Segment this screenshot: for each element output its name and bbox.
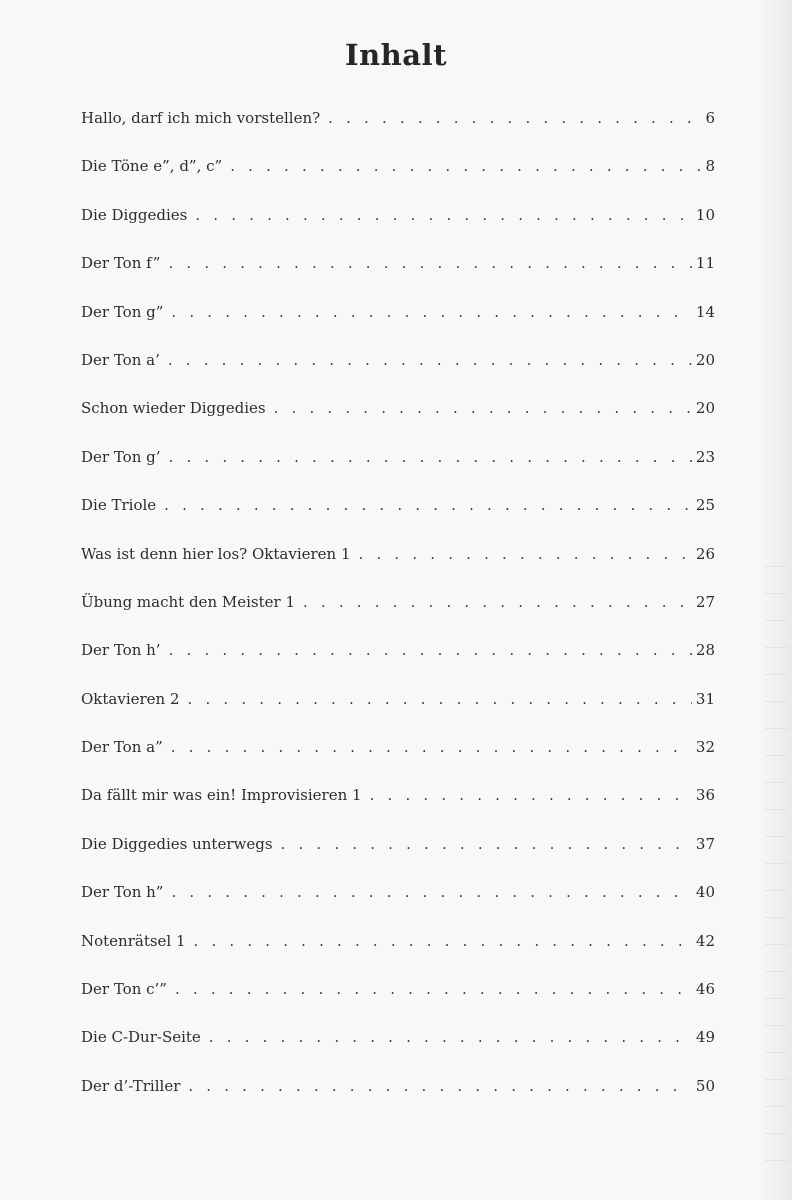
toc-entry-page: 10	[695, 205, 715, 224]
toc-entry-page: 20	[695, 399, 715, 418]
dot-leader	[171, 735, 692, 759]
toc-entry	[81, 783, 715, 831]
toc-entry-page: 49	[695, 1028, 715, 1047]
page-title: Inhalt	[345, 38, 447, 72]
toc-entry-page: 23	[695, 447, 715, 466]
toc-entry-page: 26	[695, 544, 715, 563]
toc-entry-page: 28	[695, 641, 715, 660]
dot-leader	[164, 493, 692, 517]
toc-entry	[81, 300, 715, 348]
toc-entry	[81, 1074, 715, 1122]
table-of-contents	[81, 106, 715, 1122]
toc-entry-title: Da fällt mir was ein! Improvisieren 1	[81, 786, 362, 805]
toc-entry-page: 42	[695, 931, 715, 950]
toc-entry-title: Der Ton a’	[81, 350, 160, 369]
toc-entry-title: Die Diggedies unterwegs	[81, 834, 273, 853]
toc-entry	[81, 638, 715, 686]
toc-entry-page: 11	[695, 254, 715, 273]
bleed-through-shadow	[752, 540, 792, 1180]
dot-leader	[188, 1074, 692, 1098]
dot-leader	[195, 203, 692, 227]
toc-entry-page: 40	[695, 883, 715, 902]
toc-entry-title: Übung macht den Meister 1	[81, 592, 295, 611]
dot-leader	[328, 106, 701, 130]
toc-entry	[81, 445, 715, 493]
toc-entry-page: 37	[695, 834, 715, 853]
toc-entry	[81, 251, 715, 299]
toc-entry-title: Der Ton f”	[81, 254, 161, 273]
toc-entry-page: 31	[695, 689, 715, 708]
toc-entry-title: Der Ton c’”	[81, 980, 167, 999]
toc-entry	[81, 203, 715, 251]
dot-leader	[359, 542, 692, 566]
toc-entry-title: Der Ton a”	[81, 738, 163, 757]
dot-leader	[169, 638, 692, 662]
dot-leader	[303, 590, 692, 614]
toc-entry-page: 46	[695, 980, 715, 999]
dot-leader	[168, 348, 692, 372]
dot-leader	[194, 929, 692, 953]
dot-leader	[209, 1025, 692, 1049]
toc-entry-page: 36	[695, 786, 715, 805]
toc-entry	[81, 106, 715, 154]
toc-entry-title: Der d’-Triller	[81, 1076, 181, 1095]
toc-entry-page: 14	[695, 302, 715, 321]
toc-entry-title: Die Töne e”, d”, c”	[81, 157, 223, 176]
toc-entry	[81, 542, 715, 590]
toc-entry	[81, 977, 715, 1025]
toc-entry-page: 6	[705, 109, 715, 127]
dot-leader	[230, 154, 701, 178]
toc-entry-title: Der Ton h”	[81, 883, 164, 902]
toc-entry-page: 27	[695, 592, 715, 611]
dot-leader	[274, 396, 692, 420]
dot-leader	[188, 687, 692, 711]
toc-entry	[81, 493, 715, 541]
dot-leader	[171, 300, 691, 324]
toc-entry-title: Die C-Dur-Seite	[81, 1028, 201, 1047]
toc-entry-page: 8	[705, 157, 715, 176]
toc-entry	[81, 348, 715, 396]
toc-entry-title: Oktavieren 2	[81, 689, 180, 708]
toc-entry-title: Der Ton g’	[81, 447, 161, 466]
toc-entry-page: 25	[695, 496, 715, 515]
toc-entry-title: Der Ton g”	[81, 302, 164, 321]
toc-entry	[81, 396, 715, 444]
toc-entry	[81, 880, 715, 928]
toc-entry	[81, 1025, 715, 1073]
toc-entry-title: Der Ton h’	[81, 641, 161, 660]
dot-leader	[370, 783, 692, 807]
toc-entry-page: 32	[695, 738, 715, 757]
toc-entry	[81, 832, 715, 880]
toc-entry-title: Notenrätsel 1	[81, 931, 186, 950]
toc-entry-title: Was ist denn hier los? Oktavieren 1	[81, 544, 351, 563]
toc-entry	[81, 590, 715, 638]
toc-entry-page: 20	[695, 350, 715, 369]
dot-leader	[168, 251, 691, 275]
dot-leader	[175, 977, 692, 1001]
toc-entry-page: 50	[695, 1076, 715, 1095]
toc-entry	[81, 154, 715, 202]
toc-entry-title: Hallo, darf ich mich vorstellen?	[81, 109, 321, 127]
toc-entry-title: Die Triole	[81, 496, 157, 515]
toc-entry-title: Die Diggedies	[81, 205, 188, 224]
dot-leader	[169, 445, 692, 469]
toc-entry-title: Schon wieder Diggedies	[81, 399, 266, 418]
toc-entry	[81, 735, 715, 783]
dot-leader	[171, 880, 691, 904]
dot-leader	[281, 832, 692, 856]
toc-entry	[81, 929, 715, 977]
toc-entry	[81, 687, 715, 735]
